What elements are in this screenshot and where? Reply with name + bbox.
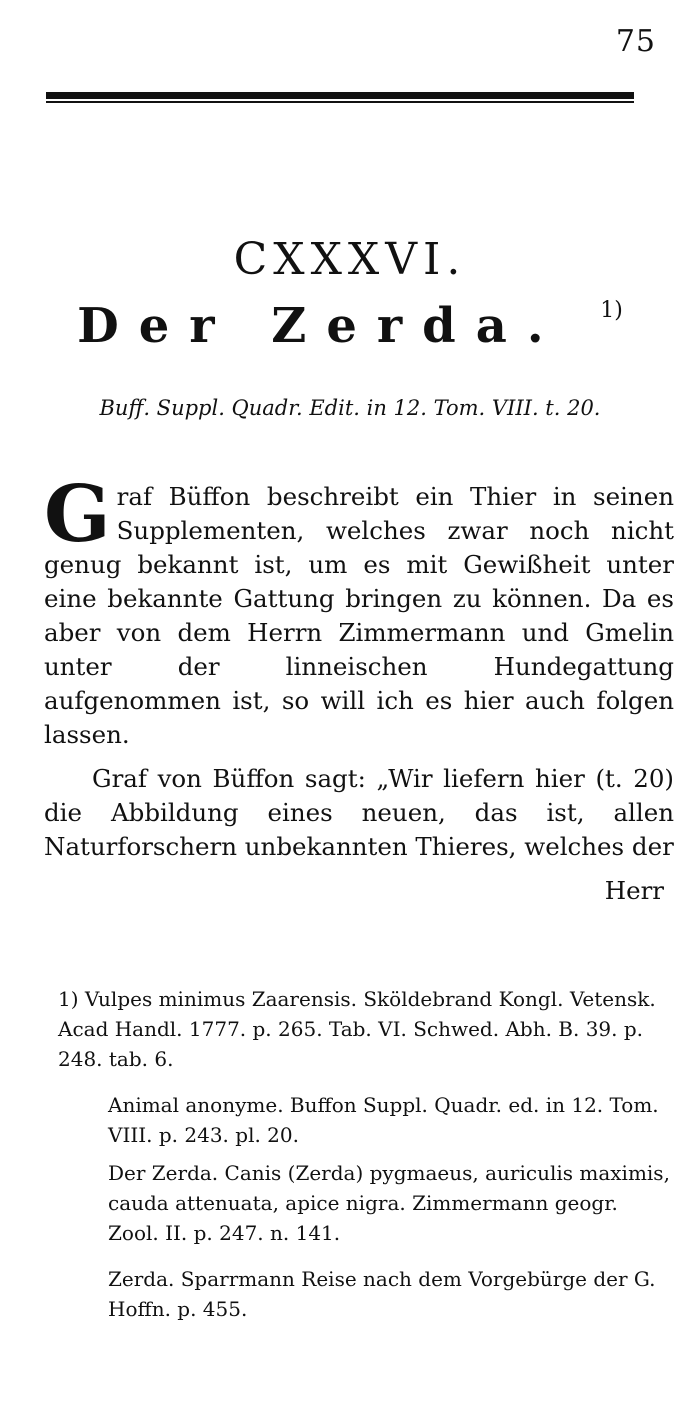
paragraph-1 (44, 469, 674, 752)
source-reference: Buff. Suppl. Quadr. Edit. in 12. Tom. VIII. t. 20. (99, 396, 601, 420)
header-rule (46, 92, 634, 99)
chapter-title-text: Der Zerda. (77, 298, 564, 354)
footnote-1: 1) Vulpes minimus Zaarensis. Sköldebrand Kongl. Vetensk. Acad Handl. 1777. p. 265. Tab. VI. Schwed. Abh. B. 39. p. 248. tab. 6. (58, 987, 656, 1071)
chapter-title (0, 298, 700, 354)
drop-cap: G (44, 469, 111, 560)
footnote-marker: 1) (600, 298, 623, 323)
paragraph-1-text: raf Büffon beschreibt ein Thier in seinen Supplementen, welches zwar noch nicht genug bekannt ist, um es mit Gewißheit unter eine bekannte Gattung bringen zu können. Da es aber von dem Herrn Zimmermann und Gmelin unter der linneischen Hundegattung aufgenommen ist, so will ich es hier auch folgen lassen. (44, 482, 674, 749)
catchword: Herr (604, 876, 664, 905)
paragraph-2: Graf von Büffon sagt: „Wir liefern hier (t. 20) die Abbildung eines neuen, das ist, allen Naturforschern unbekannten Thieres, welches der (44, 764, 674, 861)
chapter-number: CXXXVI. (233, 234, 467, 285)
footnote-2: Animal anonyme. Buffon Suppl. Quadr. ed. in 12. Tom. VIII. p. 243. pl. 20. (108, 1093, 659, 1147)
footnote-4: Zerda. Sparrmann Reise nach dem Vorgebürge der G. Hoffn. p. 455. (108, 1267, 656, 1321)
footnote-3: Der Zerda. Canis (Zerda) pygmaeus, auriculis maximis, cauda attenuata, apice nigra. Zimmermann geogr. Zool. II. p. 247. n. 141. (108, 1161, 670, 1245)
page-number: 75 (615, 24, 656, 59)
